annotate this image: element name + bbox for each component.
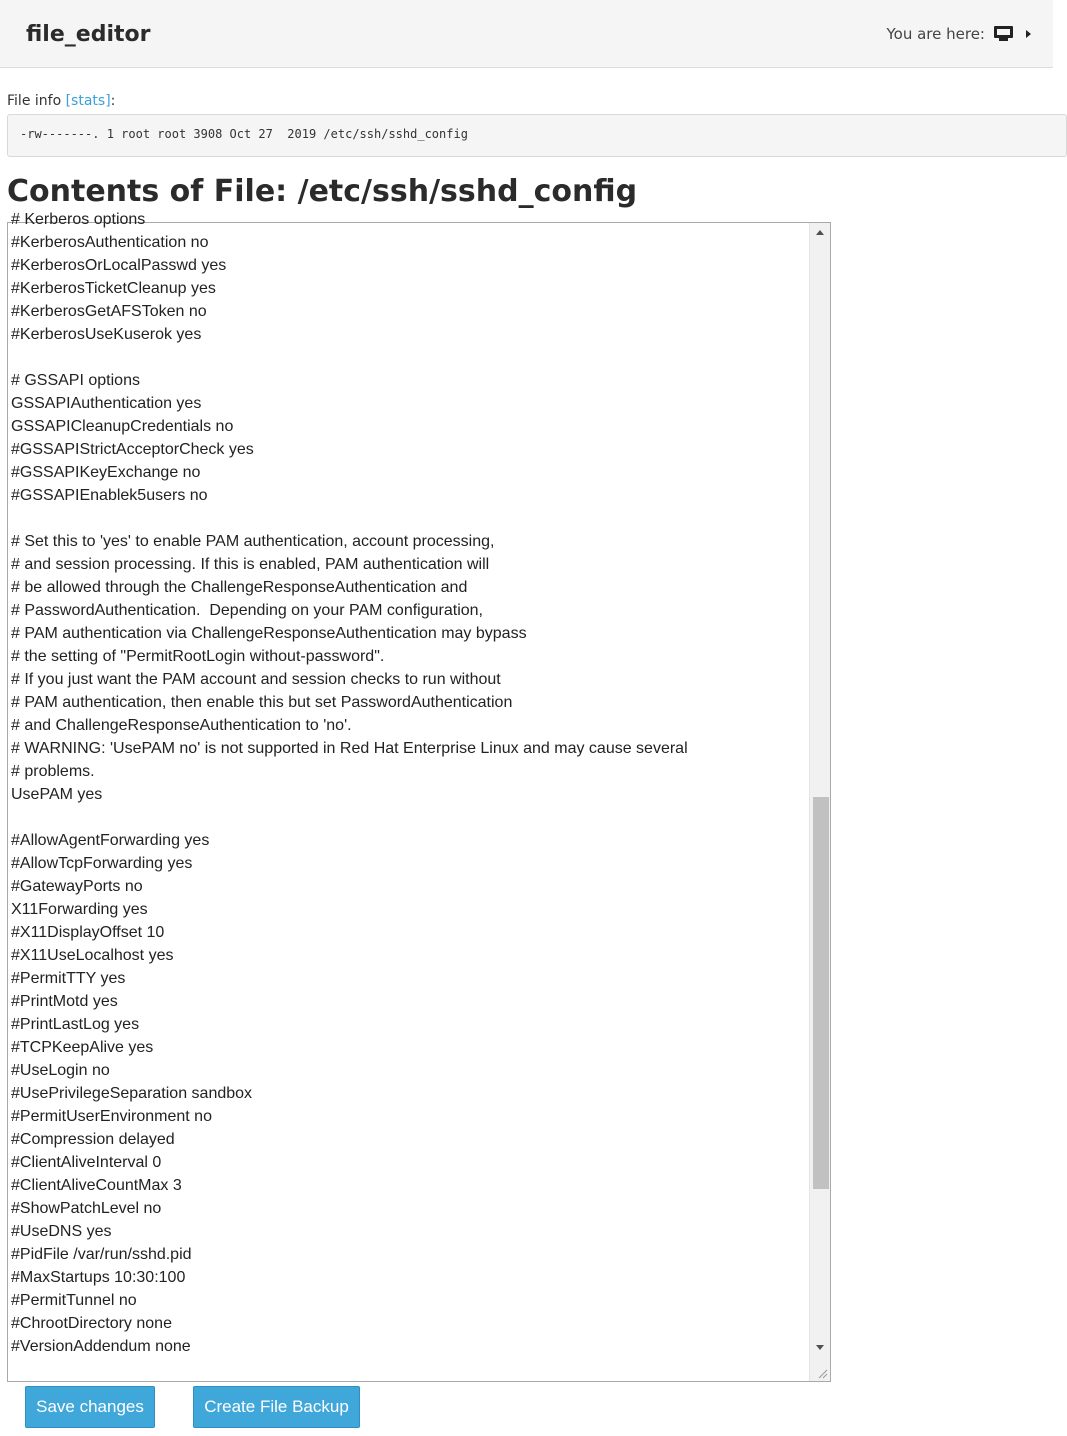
- file-info-label: [7, 93, 115, 109]
- resize-grip-icon[interactable]: [816, 1367, 828, 1379]
- scrollbar[interactable]: [809, 223, 830, 1381]
- create-backup-button[interactable]: Create File Backup: [193, 1386, 360, 1428]
- file-info-text: File info: [7, 93, 66, 109]
- scrollbar-thumb[interactable]: [813, 797, 829, 1189]
- save-changes-button[interactable]: Save changes: [25, 1386, 155, 1428]
- scroll-down-arrow-icon[interactable]: [816, 1345, 824, 1350]
- file-info-colon: :: [110, 93, 116, 109]
- page-title: Contents of File: /etc/ssh/sshd_config: [7, 174, 638, 209]
- file-content-text[interactable]: # Kerberos options #KerberosAuthentication no #KerberosOrLocalPasswd yes #KerberosTicketCleanup yes #KerberosGetAFSToken no #KerberosUseKuserok yes # GSSAPI options GSSAPIAuthentication yes GSSAPICleanupCredentials no #GSSAPIStrictAcceptorCheck yes #GSSAPIKeyExchange no #GSSAPIEnablek5users no # Set this to 'yes' to enable PAM authentication, account processing, # and session processing. If this is enabled, PAM authentication will # be allowed through the ChallengeResponseAuthentication and # PasswordAuthentication. Depending on your PAM configuration, # PAM authentication via ChallengeResponseAuthentication may bypass # the setting of "PermitRootLogin without-password". # If you just want the PAM account and session checks to run without # PAM authentication, then enable this but set PasswordAuthentication # and ChallengeResponseAuthentication to 'no'. # WARNING: 'UsePAM no' is not supported in Red Hat Enterprise Linux and may cause several # problems. UsePAM yes #AllowAgentForwarding yes #AllowTcpForwarding yes #GatewayPorts no X11Forwarding yes #X11DisplayOffset 10 #X11UseLocalhost yes #PermitTTY yes #PrintMotd yes #PrintLastLog yes #TCPKeepAlive yes #UseLogin no #UsePrivilegeSeparation sandbox #PermitUserEnvironment no #Compression delayed #ClientAliveInterval 0 #ClientAliveCountMax 3 #ShowPatchLevel no #UseDNS yes #PidFile /var/run/sshd.pid #MaxStartups 10:30:100 #PermitTunnel no #ChrootDirectory none #VersionAddendum none: [11, 211, 688, 1355]
- breadcrumb: [886, 25, 1031, 43]
- monitor-icon[interactable]: [994, 26, 1013, 42]
- app-title: file_editor: [26, 22, 151, 47]
- scroll-up-arrow-icon[interactable]: [816, 230, 824, 235]
- file-content-textarea[interactable]: [7, 211, 831, 1382]
- caret-right-icon[interactable]: [1026, 30, 1031, 38]
- breadcrumb-label: You are here:: [886, 25, 985, 43]
- file-listing: -rw-------. 1 root root 3908 Oct 27 2019 /etc/ssh/sshd_config: [7, 114, 1067, 157]
- top-bar: [0, 0, 1053, 68]
- stats-link[interactable]: [stats]: [65, 93, 111, 109]
